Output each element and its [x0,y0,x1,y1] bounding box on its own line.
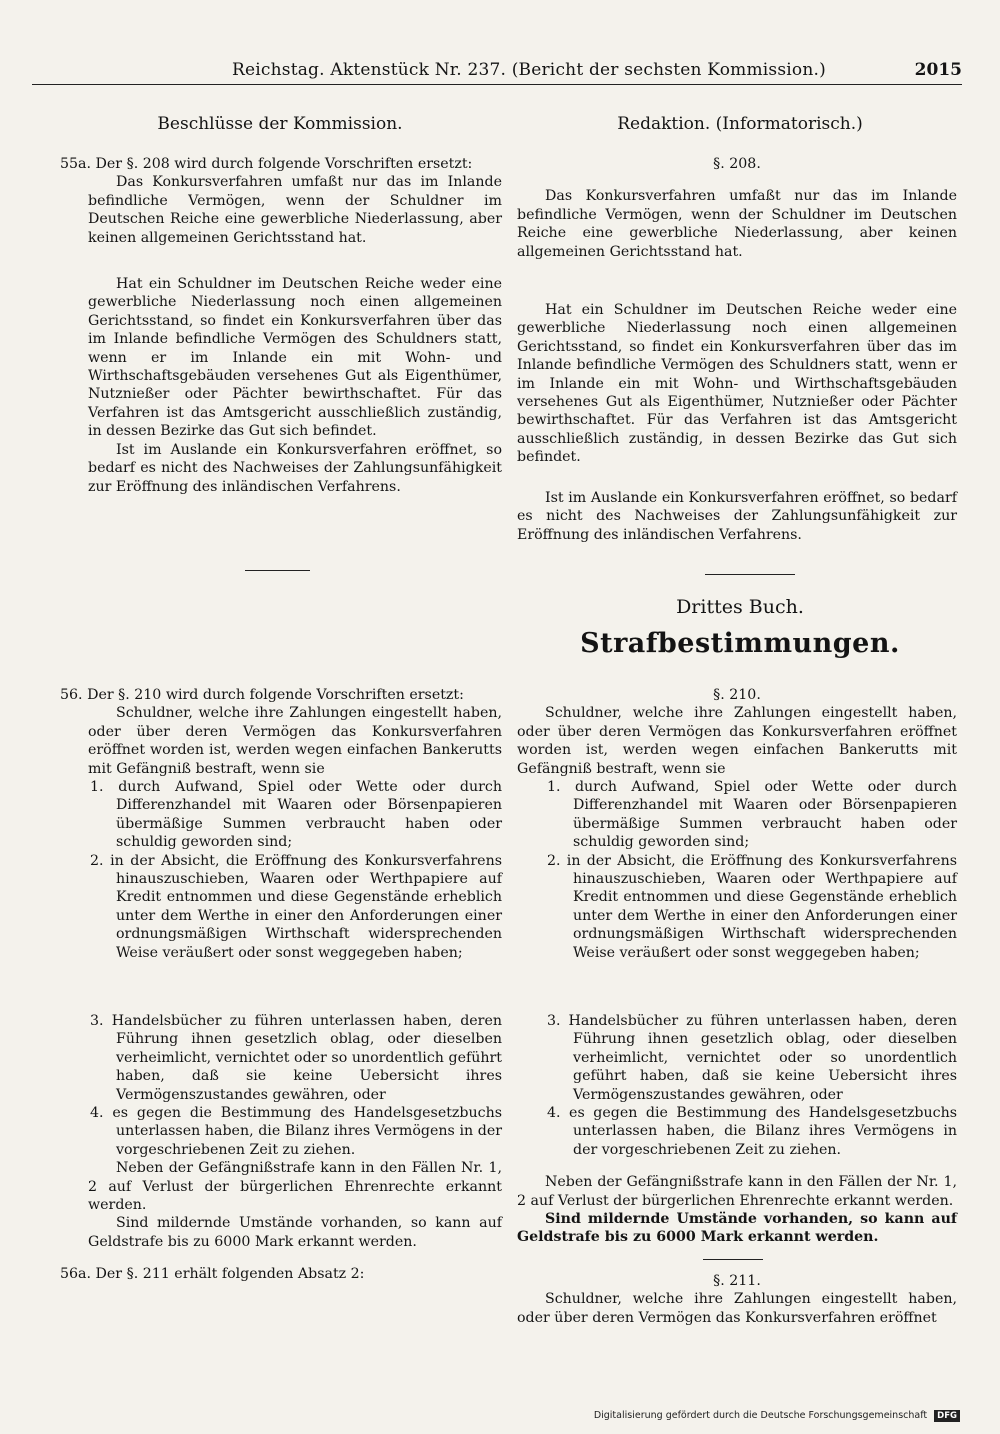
left-section-56-cont [60,1012,502,1284]
left-section-55a [60,155,502,496]
right-section-210-cont [517,1012,957,1327]
right-list-item-2: 2. in der Absicht, die Eröffnung des Konkursverfahrens hinauszuschieben, Waaren oder Werthpapiere auf Kredit entnommen und diese Gegenstände erheblich unter dem Werthe in einer den Anforderungen einer ordnungsmäßigen Wirthschaft widersprechenden Weise veräußert oder sonst weggegeben haben; [547,852,957,961]
right-list-item-1: 1. durch Aufwand, Spiel oder Wette oder durch Differenzhandel mit Waaren oder Börsenpapieren übermäßige Summen verbraucht haben oder schuldig geworden sind; [547,779,957,851]
paragraph-211-1: Schuldner, welche ihre Zahlungen eingestellt haben, oder über deren Vermögen das Konkursverfahren eröffnet [517,1291,957,1326]
footer-credit [594,1410,960,1422]
paragraph-55a-text2: Hat ein Schuldner im Deutschen Reiche weder eine gewerbliche Niederlassung noch einen allgemeinen Gerichtsstand, so findet ein Konkursverfahren über das im Inlande befindliche Vermögen des Schuldners statt, wenn er im Inlande ein mit Wohn- und Wirthschaftsgebäuden versehenes Gut als Eigenthümer, Nutznießer oder Pächter bewirthschaftet. Für das Verfahren ist das Amtsgericht ausschließlich zuständig, in dessen Bezirke das Gut sich befindet. [88,276,502,440]
running-header [232,58,962,84]
left-column-heading: Beschlüsse der Kommission. [157,114,403,134]
book-title: Strafbestimmungen. [580,628,900,659]
section-208-heading: §. 208. [713,156,761,172]
paragraph-56-text: Schuldner, welche ihre Zahlungen eingestellt haben, oder über deren Vermögen das Konkursverfahren eröffnet worden ist, werden wegen einfachen Bankerutts mit Gefängniß bestraft, wenn sie [88,705,502,777]
section-210-heading: §. 210. [713,687,761,703]
paragraph-56-end1: Neben der Gefängnißstrafe kann in den Fällen Nr. 1, 2 auf Verlust der bürgerlichen Ehrenrechte erkannt werden. [88,1160,502,1214]
left-list-item-2: 2. in der Absicht, die Eröffnung des Konkursverfahrens hinauszuschieben, Waaren oder Werthpapiere auf Kredit entnommen und diese Gegenstände erheblich unter dem Werthe in einer den Anforderungen einer ordnungsmäßigen Wirthschaft widersprechenden Weise veräußert oder sonst weggegeben haben; [90,852,502,961]
paragraph-208-1: Das Konkursverfahren umfaßt nur das im Inlande befindliche Vermögen, wenn der Schuldner im Deutschen Reiche eine gewerbliche Niederlassung, aber keinen allgemeinen Gerichtsstand hat. [517,188,957,260]
book-heading: Drittes Buch. [676,596,804,618]
right-separator [705,574,795,575]
right-section-208 [517,155,957,544]
paragraph-210-end1: Neben der Gefängnißstrafe kann in den Fällen der Nr. 1, 2 auf Verlust der bürgerlichen Ehrenrechte erkannt werden. [517,1174,957,1209]
paragraph-56-intro: 56. Der §. 210 wird durch folgende Vorschriften ersetzt: [60,687,464,703]
section-211-heading: §. 211. [713,1272,761,1289]
paragraph-208-2: Hat ein Schuldner im Deutschen Reiche weder eine gewerbliche Niederlassung noch einen allgemeinen Gerichtsstand, so findet ein Konkursverfahren über das im Inlande befindliche Vermögen des Schuldners statt, wenn er im Inlande ein mit Wohn- und Wirthschaftsgebäuden versehenes Gut als Eigenthümer, Nutznießer oder Pächter bewirthschaftet. Für das Verfahren ist das Amtsgericht ausschließlich zuständig, in dessen Bezirke das Gut sich befindet. [517,302,957,466]
right-section-210 [517,686,957,962]
paragraph-56-end2: Sind mildernde Umstände vorhanden, so kann auf Geldstrafe bis zu 6000 Mark erkannt werden. [88,1215,502,1250]
paragraph-210-end2: Sind mildernde Umstände vorhanden, so kann auf Geldstrafe bis zu 6000 Mark erkannt werden. [517,1211,957,1246]
dfg-logo: DFG [934,1410,960,1422]
left-section-56 [60,686,502,962]
paragraph-55a-text: Das Konkursverfahren umfaßt nur das im Inlande befindliche Vermögen, wenn der Schuldner im Deutschen Reiche eine gewerbliche Niederlassung, aber keinen allgemeinen Gerichtsstand hat. [88,174,502,246]
right-column-heading: Redaktion. (Informatorisch.) [617,114,863,134]
left-list-item-3: 3. Handelsbücher zu führen unterlassen haben, deren Führung ihnen gesetzlich oblag, oder dieselben verheimlicht, vernichtet oder so unordentlich geführt haben, daß sie keine Uebersicht ihres Vermögenszustandes gewähren, oder [90,1013,502,1103]
header-title: Reichstag. Aktenstück Nr. 237. (Bericht der sechsten Kommission.) [232,60,826,80]
left-list-item-4: 4. es gegen die Bestimmung des Handelsgesetzbuchs unterlassen haben, die Bilanz ihres Vermögens in der vorgeschriebenen Zeit zu ziehen. [90,1105,502,1158]
paragraph-208-3: Ist im Auslande ein Konkursverfahren eröffnet, so bedarf es nicht des Nachweises der Zahlungsunfähigkeit zur Eröffnung des inländischen Verfahrens. [517,489,957,543]
right-list-item-4: 4. es gegen die Bestimmung des Handelsgesetzbuchs unterlassen haben, die Bilanz ihres Vermögens in der vorgeschriebenen Zeit zu ziehen. [547,1105,957,1158]
header-rule [32,84,962,85]
footer-text: Digitalisierung gefördert durch die Deutsche Forschungsgemeinschaft [593,1410,928,1421]
left-separator [245,570,310,571]
right-separator-2 [703,1259,763,1260]
page-number: 2015 [914,60,962,80]
paragraph-55a-text3: Ist im Auslande ein Konkursverfahren eröffnet, so bedarf es nicht des Nachweises der Zahlungsunfähigkeit zur Eröffnung des inländischen Verfahrens. [88,441,502,495]
paragraph-55a-intro: 55a. Der §. 208 wird durch folgende Vorschriften ersetzt: [60,156,473,172]
right-list-item-3: 3. Handelsbücher zu führen unterlassen haben, deren Führung ihnen gesetzlich oblag, oder dieselben verheimlicht, vernichtet oder so unordentlich geführt haben, daß sie keine Uebersicht ihres Vermögenszustandes gewähren, oder [547,1013,957,1103]
paragraph-210-1: Schuldner, welche ihre Zahlungen eingestellt haben, oder über deren Vermögen das Konkursverfahren eröffnet worden ist, werden wegen einfachen Bankerutts mit Gefängniß bestraft, wenn sie [517,705,957,777]
left-list-item-1: 1. durch Aufwand, Spiel oder Wette oder durch Differenzhandel mit Waaren oder Börsenpapieren übermäßige Summen verbraucht haben oder schuldig geworden sind; [90,779,502,851]
paragraph-56a: 56a. Der §. 211 erhält folgenden Absatz 2: [60,1266,365,1283]
